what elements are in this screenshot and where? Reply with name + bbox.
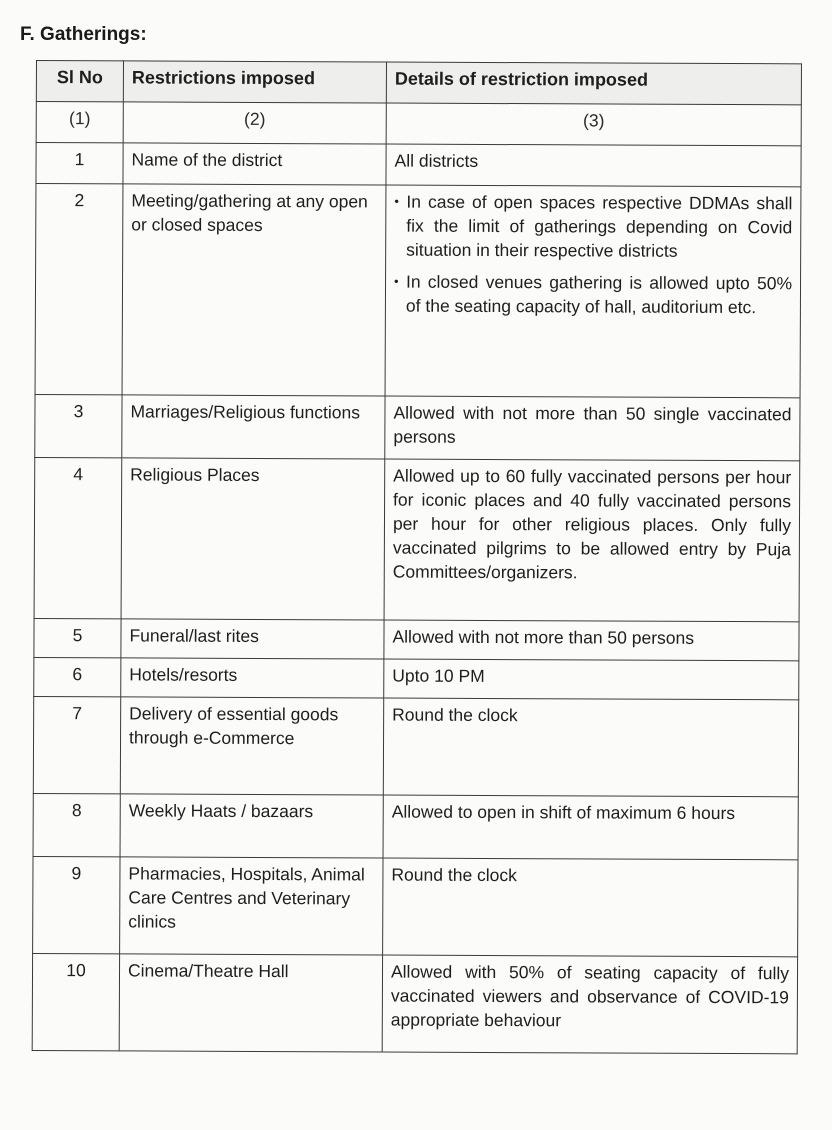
restriction-cell: Cinema/Theatre Hall — [119, 954, 382, 1052]
details-bullet-list — [394, 190, 793, 320]
details-cell: Allowed to open in shift of maximum 6 hours — [383, 795, 798, 860]
table-row — [32, 953, 797, 1053]
details-cell: Round the clock — [383, 858, 798, 957]
bullet-item: • In closed venues gathering is allowed upto 50% of the seating capacity of hall, auditorium etc. — [394, 270, 792, 320]
details-cell: Allowed with 50% of seating capacity of fully vaccinated viewers and observance of COVID-19 appropriate behaviour — [382, 955, 797, 1054]
column-number: (2) — [123, 102, 386, 144]
table-row — [34, 457, 800, 621]
restriction-cell: Weekly Haats / bazaars — [120, 794, 383, 858]
column-number-row — [36, 102, 801, 146]
restriction-cell: Meeting/gathering at any open or closed spaces — [122, 184, 386, 396]
sl-no-cell: 5 — [34, 618, 121, 657]
details-cell: Upto 10 PM — [384, 659, 799, 700]
restriction-cell: Delivery of essential goods through e-Commerce — [120, 697, 383, 795]
restriction-cell: Religious Places — [121, 458, 385, 620]
sl-no-cell: 6 — [34, 657, 121, 696]
table-row — [35, 184, 801, 398]
sl-no-cell: 1 — [36, 143, 123, 184]
table-row — [34, 618, 799, 660]
sl-no-cell: 9 — [33, 856, 120, 953]
restriction-cell: Funeral/last rites — [121, 619, 384, 659]
details-cell: Allowed with not more than 50 persons — [384, 620, 799, 661]
column-number: (1) — [36, 102, 123, 143]
section-title: F. Gatherings: — [20, 24, 147, 45]
header-restrictions: Restrictions imposed — [123, 61, 386, 103]
sl-no-cell: 4 — [34, 457, 122, 618]
table-row — [34, 657, 799, 699]
details-cell — [385, 185, 801, 398]
restriction-cell: Marriages/Religious functions — [122, 395, 385, 459]
table-row — [33, 696, 798, 796]
sl-no-cell: 10 — [32, 953, 119, 1050]
header-details: Details of restriction imposed — [386, 62, 801, 105]
header-sl-no: Sl No — [36, 61, 123, 102]
table-row — [35, 394, 800, 460]
sl-no-cell: 7 — [33, 696, 120, 793]
restriction-cell: Pharmacies, Hospitals, Animal Care Centres and Veterinary clinics — [120, 857, 383, 955]
restrictions-table — [32, 60, 802, 1054]
sl-no-cell: 2 — [35, 184, 123, 395]
sl-no-cell: 8 — [33, 793, 120, 856]
table-row — [33, 856, 798, 956]
restriction-cell: Hotels/resorts — [121, 658, 384, 698]
column-number: (3) — [386, 103, 801, 146]
details-cell: Round the clock — [383, 698, 798, 797]
details-cell: All districts — [386, 144, 801, 187]
details-cell: Allowed up to 60 fully vaccinated persons per hour for iconic places and 40 fully vaccinated persons per hour for other religious places. Only fully vaccinated pilgrims to be allowed entry by Puja Committees/organizers. — [384, 459, 800, 622]
table-row — [36, 143, 801, 187]
table-row — [33, 793, 798, 859]
header-row — [36, 61, 801, 105]
sl-no-cell: 3 — [35, 394, 122, 457]
restriction-cell: Name of the district — [123, 143, 386, 185]
bullet-item: • In case of open spaces respective DDMAs shall fix the limit of gatherings depending on Covid situation in their respective districts — [394, 190, 792, 264]
details-cell: Allowed with not more than 50 single vaccinated persons — [385, 396, 800, 461]
